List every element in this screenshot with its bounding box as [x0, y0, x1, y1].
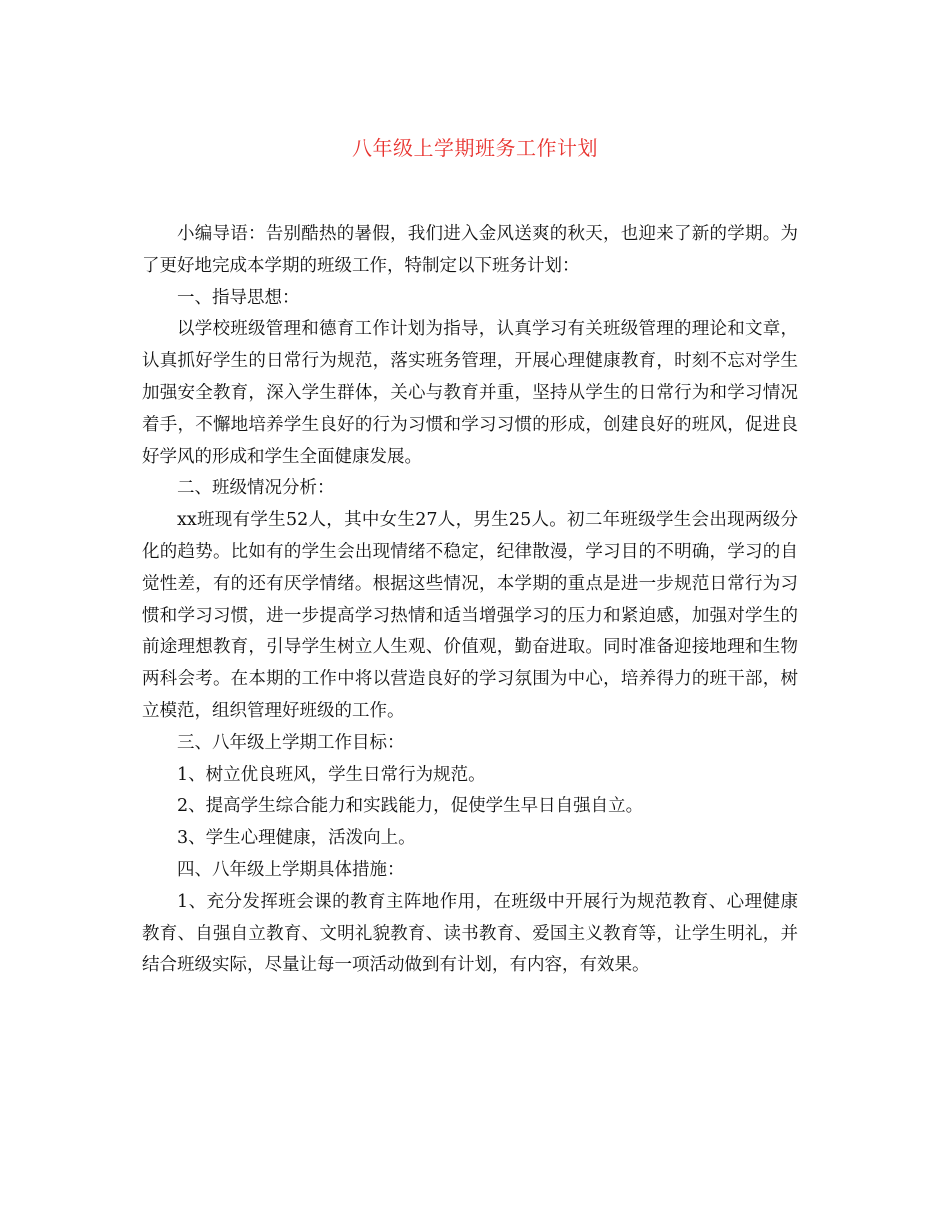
paragraph-intro: 小编导语：告别酷热的暑假，我们进入金风送爽的秋天，也迎来了新的学期。为了更好地完成本学期的班级工作，特制定以下班务计划： [142, 224, 798, 276]
heading-measures: 四、八年级上学期具体措施： [177, 859, 405, 880]
paragraph-guiding-idea: 以学校班级管理和德育工作计划为指导，认真学习有关班级管理的理论和文章，认真抓好学生的日常行为规范，落实班务管理，开展心理健康教育，时刻不忘对学生加强安全教育，深入学生群体，关心与教育并重，坚持从学生的日常行为和学习情况着手，不懈地培养学生良好的行为习惯和学习习惯的形成，创建良好的班风，促进良好学风的形成和学生全面健康发展。 [142, 319, 798, 467]
document-body [142, 219, 798, 982]
heading-work-goals: 三、八年级上学期工作目标： [177, 732, 405, 753]
list-item-goal-1: 1、树立优良班风，学生日常行为规范。 [177, 764, 486, 785]
heading-class-analysis: 二、班级情况分析： [177, 478, 335, 499]
list-item-measure-1: 1、充分发挥班会课的教育主阵地作用，在班级中开展行为规范教育、心理健康教育、自强自立教育、文明礼貌教育、读书教育、爱国主义教育等，让学生明礼，并结合班级实际，尽量让每一项活动做到有计划，有内容，有效果。 [142, 891, 798, 976]
list-item-goal-2: 2、提高学生综合能力和实践能力，促使学生早日自强自立。 [177, 796, 644, 817]
list-item-goal-3: 3、学生心理健康，活泼向上。 [177, 828, 416, 849]
heading-guiding-idea: 一、指导思想： [177, 287, 300, 308]
paragraph-class-analysis: xx班现有学生52人，其中女生27人，男生25人。初二年班级学生会出现两级分化的趋势。比如有的学生会出现情绪不稳定，纪律散漫，学习目的不明确，学习的自觉性差，有的还有厌学情绪。根据这些情况，本学期的重点是进一步规范日常行为习惯和学习习惯，进一步提高学习热情和适当增强学习的压力和紧迫感，加强对学生的前途理想教育，引导学生树立人生观、价值观，勤奋进取。同时准备迎接地理和生物两科会考。在本期的工作中将以营造良好的学习氛围为中心，培养得力的班干部，树立模范，组织管理好班级的工作。 [142, 510, 798, 721]
document-title: 八年级上学期班务工作计划 [352, 136, 598, 160]
